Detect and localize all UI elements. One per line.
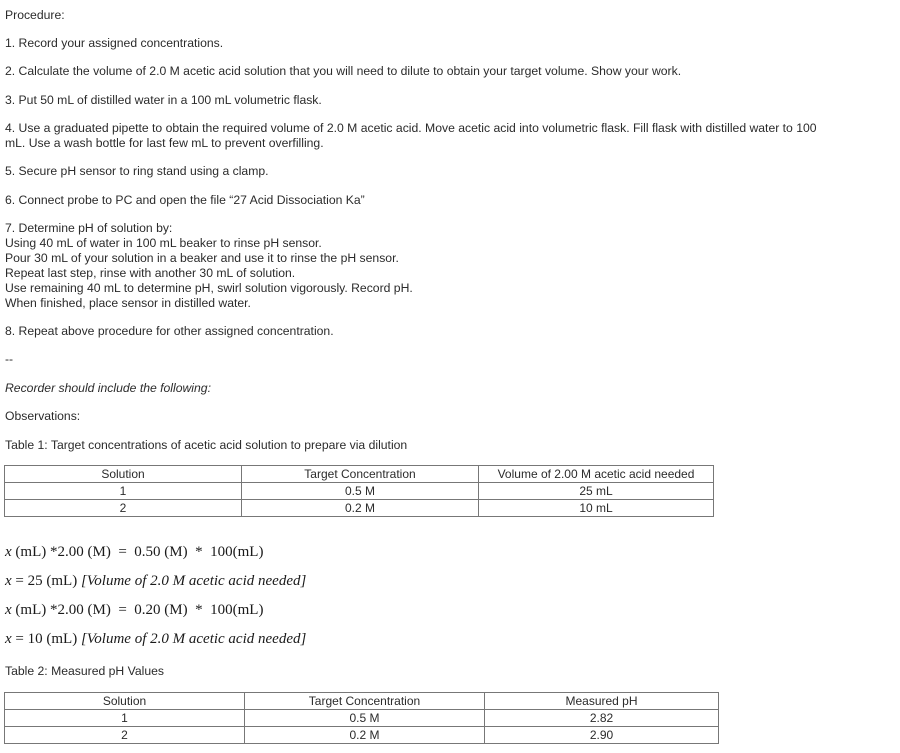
- step-7-line: 7. Determine pH of solution by:: [5, 221, 173, 235]
- table-2-caption: Table 2: Measured pH Values: [5, 664, 164, 678]
- table-header-cell: Solution: [5, 693, 245, 710]
- equation-4: x = 10 (mL) [Volume of 2.0 M acetic acid needed]: [5, 631, 307, 647]
- table-header-row: [5, 693, 719, 710]
- step-4-line-1: 4. Use a graduated pipette to obtain the required volume of 2.0 M acetic acid. Move acetic acid into volumetric flask. Fill flask with distilled water to 100: [5, 121, 817, 135]
- step-7-line: When finished, place sensor in distilled water.: [5, 296, 251, 310]
- table-cell: 2: [5, 727, 245, 744]
- table-header-cell: Measured pH: [485, 693, 719, 710]
- table-header-cell: Target Concentration: [242, 466, 479, 483]
- step-4: [5, 121, 817, 151]
- step-3: 3. Put 50 mL of distilled water in a 100 mL volumetric flask.: [5, 93, 322, 107]
- step-2: 2. Calculate the volume of 2.0 M acetic acid solution that you will need to dilute to obtain your target volume. Show your work.: [5, 64, 682, 78]
- step-4-line-2: mL. Use a wash bottle for last few mL to prevent overfilling.: [5, 136, 324, 150]
- step-7: [5, 221, 413, 311]
- table-row: [5, 500, 714, 517]
- step-5: 5. Secure pH sensor to ring stand using a clamp.: [5, 164, 269, 178]
- table-cell: 2.82: [485, 710, 719, 727]
- table-1-caption: Table 1: Target concentrations of acetic acid solution to prepare via dilution: [5, 438, 408, 452]
- step-7-line: Pour 30 mL of your solution in a beaker and use it to rinse the pH sensor.: [5, 251, 399, 265]
- table-cell: 1: [5, 710, 245, 727]
- equation-1: x (mL) *2.00 (M) = 0.50 (M) * 100(mL): [5, 544, 264, 560]
- recorder-note: Recorder should include the following:: [5, 381, 211, 395]
- table-cell: 2.90: [485, 727, 719, 744]
- step-7-line: Using 40 mL of water in 100 mL beaker to rinse pH sensor.: [5, 236, 322, 250]
- table-cell: 10 mL: [479, 500, 714, 517]
- table-cell: 0.2 M: [242, 500, 479, 517]
- separator: --: [5, 352, 14, 366]
- table-1: [4, 465, 714, 517]
- table-cell: 0.5 M: [242, 483, 479, 500]
- table-cell: 2: [5, 500, 242, 517]
- table-header-cell: Solution: [5, 466, 242, 483]
- table-cell: 0.5 M: [245, 710, 485, 727]
- table-row: [5, 483, 714, 500]
- table-cell: 1: [5, 483, 242, 500]
- procedure-heading: Procedure:: [5, 8, 65, 22]
- table-header-cell: Volume of 2.00 M acetic acid needed: [479, 466, 714, 483]
- step-1: 1. Record your assigned concentrations.: [5, 36, 224, 50]
- table-2: [4, 692, 719, 744]
- table-header-row: [5, 466, 714, 483]
- step-7-line: Use remaining 40 mL to determine pH, swirl solution vigorously. Record pH.: [5, 281, 413, 295]
- step-8: 8. Repeat above procedure for other assigned concentration.: [5, 324, 334, 338]
- observations-label: Observations:: [5, 409, 81, 423]
- table-cell: 25 mL: [479, 483, 714, 500]
- step-6: 6. Connect probe to PC and open the file “27 Acid Dissociation Ka”: [5, 193, 365, 207]
- equation-3: x (mL) *2.00 (M) = 0.20 (M) * 100(mL): [5, 602, 264, 618]
- step-7-line: Repeat last step, rinse with another 30 mL of solution.: [5, 266, 296, 280]
- table-header-cell: Target Concentration: [245, 693, 485, 710]
- table-row: [5, 710, 719, 727]
- equation-2: x = 25 (mL) [Volume of 2.0 M acetic acid needed]: [5, 573, 307, 589]
- table-cell: 0.2 M: [245, 727, 485, 744]
- table-row: [5, 727, 719, 744]
